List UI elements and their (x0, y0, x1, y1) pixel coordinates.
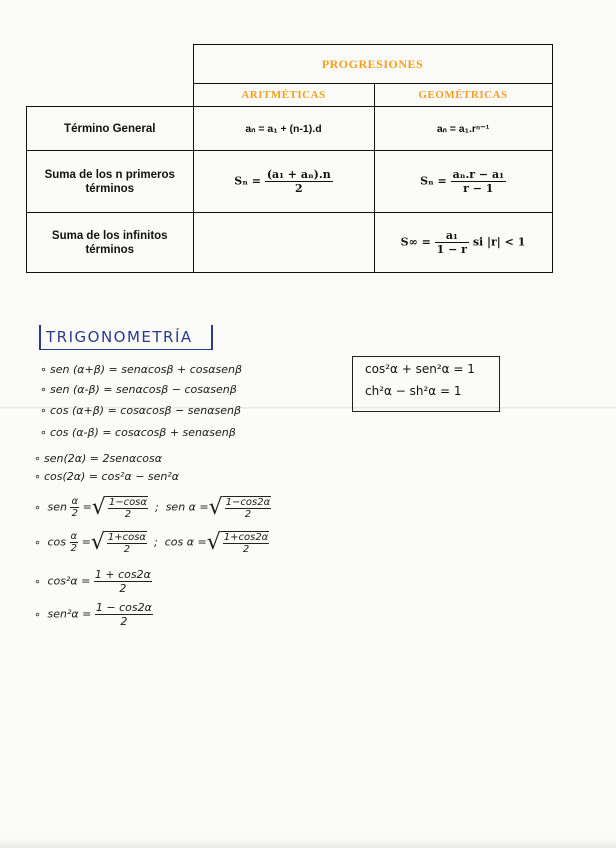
row-label-line: términos (85, 243, 135, 256)
numerator: 1−cos2α (225, 496, 271, 508)
square-root (207, 530, 270, 555)
numerator: 1−cosα (108, 496, 147, 508)
table-corner (27, 45, 194, 84)
bullet-icon: ∘ (34, 470, 41, 483)
paper-bottom-edge (0, 838, 616, 848)
bullet-icon: ∘ (34, 500, 41, 514)
formula-lhs: Sₙ = (234, 174, 261, 188)
table-corner (27, 84, 194, 107)
formula-text: sen (α-β) = senαcosβ − cosαsenβ (50, 383, 237, 396)
denominator: 2 (124, 508, 132, 520)
radicand-fraction (225, 497, 272, 520)
table-row-suma-infinitos (27, 213, 553, 273)
column-header-aritmeticas: ARITMÉTICAS (193, 84, 374, 107)
numerator: 1 − cos2α (95, 601, 152, 614)
trig-title: TRIGONOMETRÍA (46, 328, 193, 346)
formula-lhs: Sₙ = (420, 174, 447, 188)
fraction (265, 168, 333, 195)
formula-cos-sum (40, 404, 241, 417)
square-root (91, 530, 147, 555)
denominator: 2 (71, 508, 78, 519)
row-label (27, 151, 194, 213)
denominator: 2 (119, 582, 127, 595)
numerator: a₁ (435, 229, 469, 243)
numerator: α (71, 496, 79, 507)
row-label-line: Suma de los n primeros (44, 168, 175, 181)
geometric-infinite-sum-formula (374, 213, 552, 273)
formula-sen-squared (34, 601, 153, 628)
table-row-termino-general (27, 107, 553, 151)
fraction (94, 568, 152, 595)
fraction (95, 601, 153, 628)
bullet-icon: ∘ (34, 535, 41, 549)
hyperbolic-identity: ch²α − sh²α = 1 (365, 384, 462, 398)
formula-lhs: sen²α = (47, 607, 92, 621)
square-root (92, 495, 148, 520)
radical-icon: √ (208, 495, 223, 520)
formula-text: cos(2α) = cos²α − sen²α (44, 470, 180, 483)
radical-icon: √ (90, 530, 105, 555)
numerator: (a₁ + aₙ).n (266, 168, 331, 181)
radicand-fraction (223, 532, 270, 555)
formula-sen-sum (40, 363, 242, 376)
bullet-icon: ∘ (40, 363, 47, 376)
table-row-suma-n (27, 151, 553, 213)
row-label: Término General (27, 107, 194, 151)
formula-lhs: cos α = (164, 535, 207, 549)
numerator: 1+cosα (107, 531, 147, 543)
denominator: 2 (244, 508, 252, 520)
convergence-condition: si |r| < 1 (472, 235, 526, 249)
bullet-icon: ∘ (34, 607, 41, 621)
bullet-icon: ∘ (34, 452, 41, 465)
formula-sen-double (34, 452, 162, 465)
radical-icon: √ (206, 530, 221, 555)
formula-lhs: S∞ = (400, 235, 431, 249)
square-root (209, 495, 272, 520)
formula-lhs: sen α = (165, 500, 209, 514)
formula-text: cos (α+β) = cosαcosβ − senαsenβ (50, 404, 241, 417)
arithmetic-general-term: aₙ = a₁ + (n-1).d (193, 107, 374, 151)
radical-icon: √ (91, 495, 106, 520)
bullet-icon: ∘ (40, 404, 47, 417)
bullet-icon: ∘ (34, 574, 41, 588)
denominator: r − 1 (463, 182, 494, 195)
formula-text: cos (α-β) = cosαcosβ + senαsenβ (50, 426, 236, 439)
fraction (435, 229, 469, 256)
formula-cos-diff (40, 426, 236, 439)
denominator: 2 (123, 543, 131, 555)
arithmetic-infinite-sum-empty (193, 213, 374, 273)
formula-text: sen(2α) = 2senαcosα (44, 452, 162, 465)
pythagorean-identity: cos²α + sen²α = 1 (365, 362, 475, 376)
denominator: 2 (294, 182, 303, 195)
denominator: 1 − r (436, 243, 467, 256)
numerator: 1 + cos2α (94, 568, 151, 581)
column-header-geometricas: GEOMÉTRICAS (374, 84, 552, 107)
progressions-table (26, 44, 553, 273)
function-name: cos (47, 535, 67, 549)
denominator: 2 (242, 543, 250, 555)
arithmetic-sum-formula (193, 151, 374, 213)
denominator: 2 (120, 615, 128, 628)
numerator: α (70, 531, 78, 542)
row-label (27, 213, 194, 273)
numerator: 1+cos2α (223, 531, 269, 543)
row-label-line: Suma de los infinitos (51, 229, 168, 242)
formula-cos-half-angle: ∘ cos $\frac{\alpha}{2}$ =√ $\frac{1+\cos\alpha}{2}$ ; cos α =√ $\frac{1+\cos 2\alpha}{2}$ (34, 530, 269, 555)
row-label-line: términos (85, 182, 135, 195)
formula-lhs: cos²α = (47, 574, 91, 588)
formula-cos-squared (34, 568, 152, 595)
fraction (451, 168, 506, 195)
radicand-fraction (107, 532, 147, 555)
geometric-general-term: aₙ = a₁.rⁿ⁻¹ (374, 107, 552, 151)
table-title: PROGRESIONES (193, 45, 552, 84)
numerator: aₙ.r − a₁ (452, 168, 504, 181)
denominator: 2 (70, 543, 77, 554)
half-angle-fraction (70, 531, 79, 554)
formula-sen-diff (40, 383, 237, 396)
formula-sen-half-angle: ∘ sen $\frac{\alpha}{2}$ =√ $\frac{1-\cos\alpha}{2}$ ; sen α =√ $\frac{1-\cos 2\alpha}{2}$ (34, 495, 271, 520)
formula-cos-double (34, 470, 179, 483)
bullet-icon: ∘ (40, 426, 47, 439)
bullet-icon: ∘ (40, 383, 47, 396)
formula-text: sen (α+β) = senαcosβ + cosαsenβ (50, 363, 242, 376)
half-angle-fraction (70, 496, 79, 519)
function-name: sen (47, 500, 67, 514)
radicand-fraction (108, 497, 148, 520)
geometric-sum-formula (374, 151, 552, 213)
